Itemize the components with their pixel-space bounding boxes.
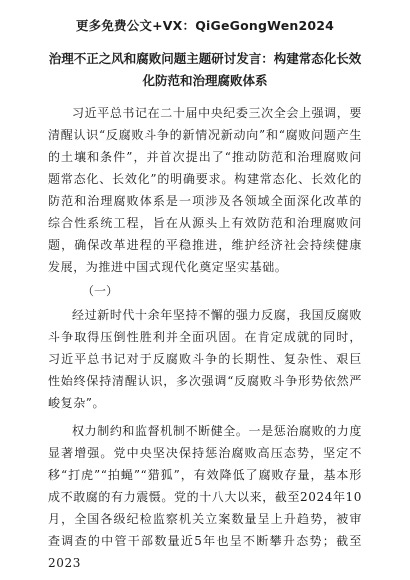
title-line-1: 治理不正之风和腐败问题主题研讨发言：构建常态化长效 [48, 51, 362, 66]
section-heading: （一） [82, 284, 119, 298]
paragraph-situation: 经过新时代十余年坚持不懈的强力反腐，我国反腐败斗争取得压倒性胜利并全面巩固。在肯定成就的同时，习近平总书记对于反腐败斗争的长期性、复杂性、艰巨性始终保持清醒认识，多次强调“反腐败斗争形势依然严峻复杂”。 [48, 308, 362, 410]
promo-header: 更多免费公文+VX：QiGeGongWen2024 [75, 18, 335, 33]
paragraph-intro: 习近平总书记在二十届中央纪委三次全会上强调，要清醒认识“反腐败斗争的新情况新动向”和“腐败问题产生的土壤和条件”，并首次提出了“推动防范和治理腐败问题常态化、长效化”的明确要求。构建常态化、长效化的防范和治理腐败体系是一项涉及各领域全面深化改革的综合性系统工程，旨在从源头上有效防范和治理腐败问题，确保改革进程的平稳推进，维护经济社会持续健康发展，为推进中国式现代化奠定坚实基础。 [48, 106, 362, 274]
title-line-2: 化防范和治理腐败体系 [142, 73, 268, 88]
document-title [48, 48, 362, 92]
paragraph-supervision: 权力制约和监督机制不断健全。一是惩治腐败的力度显著增强。党中央坚决保持惩治腐败高压态势，坚定不移“打虎”“拍蝇”“猎狐”，有效降低了腐败存量，基本形成不敢腐的有力震慑。党的十八大以来，截至2024年10月，全国各级纪检监察机关立案数量呈上升趋势，被审查调查的中管干部数量近5年也呈不断攀升态势；截至2023 [48, 424, 363, 570]
